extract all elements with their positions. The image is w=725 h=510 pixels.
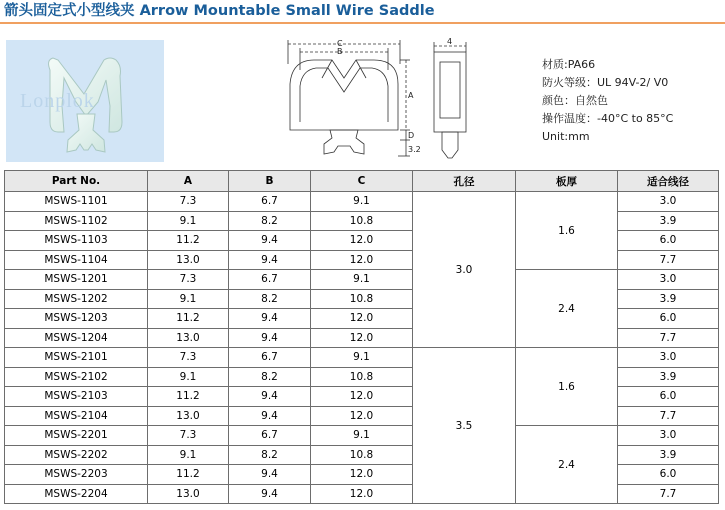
cell-a: 11.2 [148,387,229,407]
dim-d-label: D [408,131,415,140]
cell-c: 12.0 [311,465,413,485]
cell-b: 9.4 [229,250,311,270]
cell-wire-diameter: 3.0 [618,270,719,290]
cell-part-no: MSWS-2104 [5,406,148,426]
cell-c: 9.1 [311,426,413,446]
title-english: Arrow Mountable Small Wire Saddle [139,3,435,19]
cell-b: 8.2 [229,367,311,387]
cell-thickness: 2.4 [516,426,618,504]
cell-part-no: MSWS-1101 [5,192,148,212]
cell-thickness: 2.4 [516,270,618,348]
header-c: C [311,171,413,192]
dim-width-label: 4 [447,37,453,46]
cell-part-no: MSWS-1202 [5,289,148,309]
dim-leg-label: 3.2 [408,145,421,154]
cell-part-no: MSWS-1102 [5,211,148,231]
cell-a: 13.0 [148,484,229,504]
cell-a: 11.2 [148,465,229,485]
cell-b: 9.4 [229,328,311,348]
table-row [5,192,719,212]
cell-wire-diameter: 3.0 [618,426,719,446]
cell-part-no: MSWS-2203 [5,465,148,485]
cell-part-no: MSWS-1103 [5,231,148,251]
title-underline [0,22,725,24]
cell-c: 9.1 [311,348,413,368]
cell-part-no: MSWS-2204 [5,484,148,504]
cell-wire-diameter: 7.7 [618,328,719,348]
cell-a: 9.1 [148,445,229,465]
cell-a: 11.2 [148,309,229,329]
cell-a: 9.1 [148,367,229,387]
cell-part-no: MSWS-2201 [5,426,148,446]
cell-c: 12.0 [311,387,413,407]
cell-a: 7.3 [148,426,229,446]
dim-b-label: B [337,47,343,56]
cell-c: 12.0 [311,328,413,348]
table-row [5,426,719,446]
cell-b: 6.7 [229,270,311,290]
cell-a: 9.1 [148,211,229,231]
cell-part-no: MSWS-1104 [5,250,148,270]
cell-b: 8.2 [229,211,311,231]
cell-a: 13.0 [148,406,229,426]
cell-wire-diameter: 3.0 [618,192,719,212]
spec-flammability: 防火等级：UL 94V-2/ V0 [542,76,669,89]
cell-b: 6.7 [229,426,311,446]
header-hole: 孔径 [413,171,516,192]
cell-c: 12.0 [311,309,413,329]
cell-c: 12.0 [311,250,413,270]
cell-b: 9.4 [229,309,311,329]
cell-wire-diameter: 3.9 [618,211,719,231]
header-wire-diameter: 适合线径 [618,171,719,192]
cell-wire-diameter: 6.0 [618,309,719,329]
cell-wire-diameter: 7.7 [618,250,719,270]
table-row [5,348,719,368]
cell-c: 10.8 [311,367,413,387]
spec-list [542,56,673,146]
cell-b: 9.4 [229,484,311,504]
cell-b: 9.4 [229,465,311,485]
spec-unit: Unit:mm [542,130,590,143]
table-row [5,270,719,290]
cell-c: 9.1 [311,270,413,290]
cell-part-no: MSWS-1203 [5,309,148,329]
dim-a-label: A [408,91,414,100]
cell-wire-diameter: 3.9 [618,289,719,309]
cell-c: 9.1 [311,192,413,212]
cell-c: 12.0 [311,231,413,251]
cell-a: 7.3 [148,192,229,212]
page-title [4,1,435,21]
cell-b: 8.2 [229,445,311,465]
dim-c-label: C [337,39,343,48]
cell-b: 8.2 [229,289,311,309]
header-a: A [148,171,229,192]
cell-a: 13.0 [148,328,229,348]
cell-b: 6.7 [229,348,311,368]
cell-c: 10.8 [311,445,413,465]
spec-temperature: 操作温度：-40°C to 85°C [542,112,674,125]
spec-table [4,170,719,504]
cell-a: 9.1 [148,289,229,309]
cell-part-no: MSWS-2102 [5,367,148,387]
cell-b: 9.4 [229,387,311,407]
cell-a: 13.0 [148,250,229,270]
header-thickness: 板厚 [516,171,618,192]
cell-a: 7.3 [148,348,229,368]
spec-material: 材质:PA66 [542,58,596,71]
cell-wire-diameter: 3.9 [618,367,719,387]
cell-wire-diameter: 7.7 [618,406,719,426]
cell-part-no: MSWS-2101 [5,348,148,368]
cell-a: 11.2 [148,231,229,251]
title-chinese: 箭头固定式小型线夹 [4,3,135,19]
cell-wire-diameter: 6.0 [618,231,719,251]
cell-wire-diameter: 6.0 [618,387,719,407]
cell-c: 12.0 [311,484,413,504]
cell-part-no: MSWS-2202 [5,445,148,465]
cell-thickness: 1.6 [516,348,618,426]
spec-color: 颜色：自然色 [542,94,608,107]
cell-c: 10.8 [311,211,413,231]
cell-thickness: 1.6 [516,192,618,270]
cell-wire-diameter: 3.0 [618,348,719,368]
cell-part-no: MSWS-1201 [5,270,148,290]
cell-b: 9.4 [229,406,311,426]
cell-a: 7.3 [148,270,229,290]
cell-c: 10.8 [311,289,413,309]
header-part-no: Part No. [5,171,148,192]
cell-wire-diameter: 7.7 [618,484,719,504]
cell-b: 9.4 [229,231,311,251]
cell-b: 6.7 [229,192,311,212]
cell-part-no: MSWS-2103 [5,387,148,407]
table-header-row [5,171,719,192]
cell-hole: 3.5 [413,348,516,504]
cell-hole: 3.0 [413,192,516,348]
technical-drawing [280,34,485,164]
photo-watermark: Lonplok [20,90,95,112]
table-body [5,192,719,504]
cell-part-no: MSWS-1204 [5,328,148,348]
cell-wire-diameter: 3.9 [618,445,719,465]
cell-c: 12.0 [311,406,413,426]
cell-wire-diameter: 6.0 [618,465,719,485]
header-b: B [229,171,311,192]
product-photo [6,40,164,162]
